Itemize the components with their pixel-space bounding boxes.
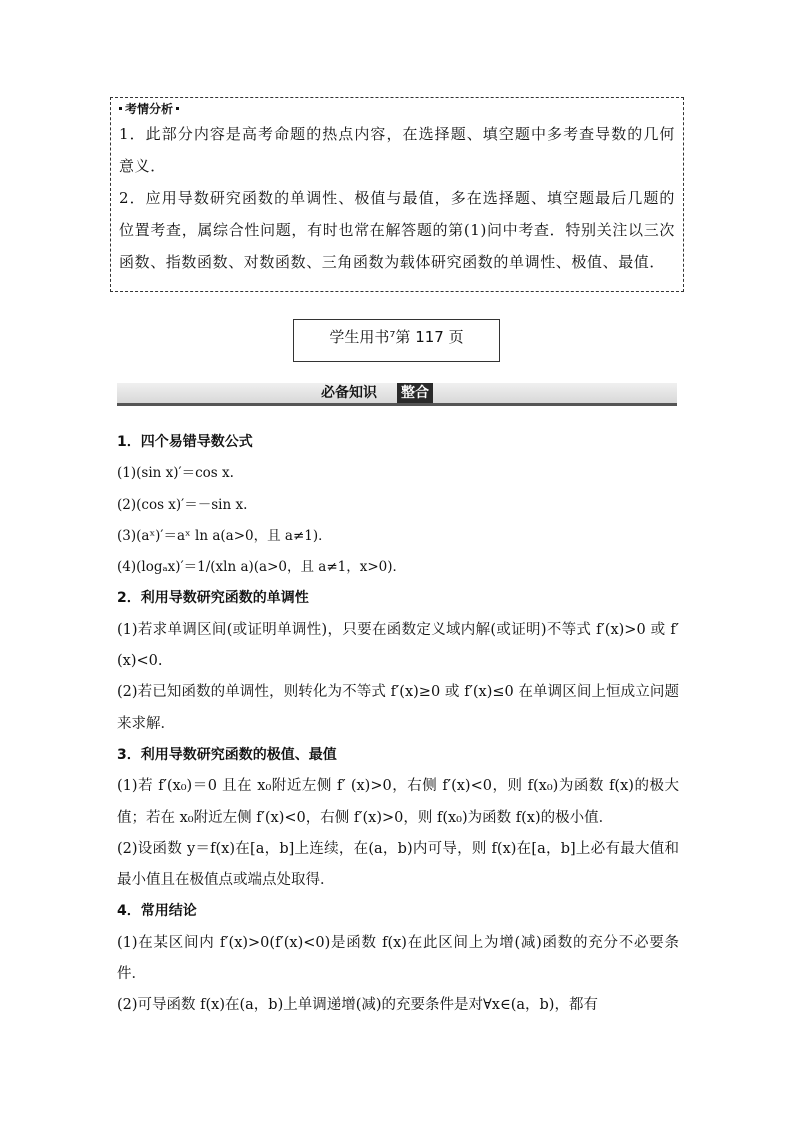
section-tag: 整合 (397, 383, 433, 403)
paragraph-3-1: (1)若 f′(x₀)＝0 且在 x₀附近左侧 f′ (x)>0，右侧 f′(x)<0，则 f(x₀)为函数 f(x)的极大值；若在 x₀附近左侧 f′(x)<0，右侧 f′(x)>0，则 f(x₀)为函数 f(x)的极小值． (117, 778, 679, 826)
formula-2: (2)(cos x)′＝－sin x. (117, 496, 248, 513)
page-reference-box: 学生用书⁷第 117 页 (293, 319, 500, 362)
paragraph-2-1: (1)若求单调区间(或证明单调性)，只要在函数定义域内解(或证明)不等式 f′(x)>0 或 f′(x)<0. (117, 621, 679, 670)
bullet-square-icon (119, 107, 122, 110)
paragraph-3-2: (2)设函数 y＝f(x)在[a，b]上连续，在(a，b)内可导，则 f(x)在[a，b]上必有最大值和最小值且在极值点或端点处取得． (117, 840, 679, 889)
exam-analysis-paragraph-1: 1．此部分内容是高考命题的热点内容，在选择题、填空题中多考查导数的几何意义． (119, 125, 675, 175)
formula-4: (4)(logₐx)′＝1/(xln a)(a>0，且 a≠1，x>0)． (117, 559, 407, 576)
formula-3: (3)(aˣ)′＝aˣ ln a(a>0，且 a≠1)． (117, 527, 332, 544)
paragraph-4-1: (1)在某区间内 f′(x)>0(f′(x)<0)是函数 f(x)在此区间上为增(减)函数的充分不必要条件． (117, 934, 679, 983)
paragraph-2-2: (2)若已知函数的单调性，则转化为不等式 f′(x)≥0 或 f′(x)≤0 在单调区间上恒成立问题来求解． (117, 684, 679, 732)
exam-analysis-box (110, 97, 684, 292)
heading-2: 2．利用导数研究函数的单调性 (117, 590, 309, 607)
heading-3: 3．利用导数研究函数的极值、最值 (117, 746, 337, 763)
exam-analysis-title: 考情分析 (119, 100, 675, 118)
heading-4: 4．常用结论 (117, 903, 197, 920)
section-label: 必备知识 (321, 385, 377, 401)
heading-1: 1．四个易错导数公式 (117, 434, 253, 450)
formula-1: (1)(sin x)′＝cos x. (117, 465, 234, 482)
exam-analysis-paragraph-2: 2．应用导数研究函数的单调性、极值与最值，多在选择题、填空题最后几题的位置考查，属综合性问题，有时也常在解答题的第(1)问中考查．特别关注以三次函数、指数函数、对数函数、三角函数为载体研究函数的单调性、极值、最值． (119, 189, 675, 271)
bullet-square-icon (176, 107, 179, 110)
paragraph-4-2: (2)可导函数 f(x)在(a，b)上单调递增(减)的充要条件是对∀x∈(a，b)，都有 (117, 997, 598, 1014)
main-content (117, 427, 679, 1022)
section-header-bar (117, 383, 677, 406)
